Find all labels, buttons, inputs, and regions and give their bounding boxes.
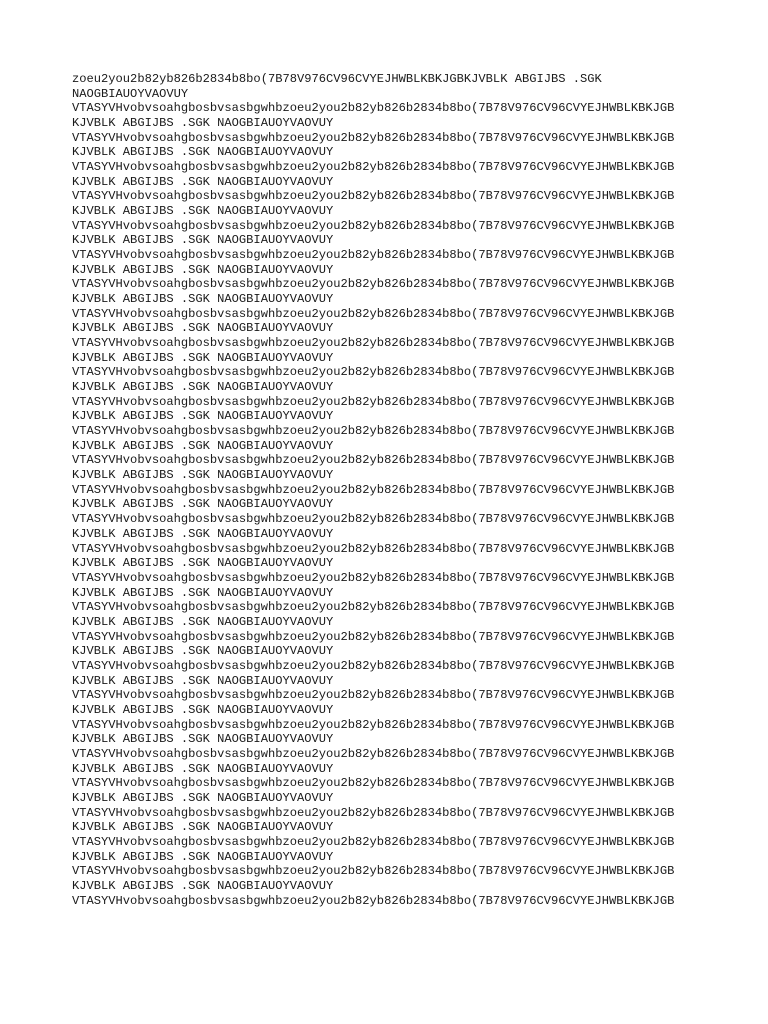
text-line: KJVBLK ABGIJBS .SGK NAOGBIAUOYVAOVUY	[72, 292, 334, 307]
text-line: KJVBLK ABGIJBS .SGK NAOGBIAUOYVAOVUY	[72, 145, 334, 160]
text-line: KJVBLK ABGIJBS .SGK NAOGBIAUOYVAOVUY	[72, 761, 334, 776]
text-line: VTASYVHvobvsoahgbosbvsasbgwhbzoeu2you2b82yb826b2834b8bo(7B78V976CV96CVYEJHWBLKBKJGB	[72, 629, 675, 644]
text-line: NAOGBIAUOYVAOVUY	[72, 86, 189, 101]
text-line: KJVBLK ABGIJBS .SGK NAOGBIAUOYVAOVUY	[72, 204, 334, 219]
text-line: KJVBLK ABGIJBS .SGK NAOGBIAUOYVAOVUY	[72, 321, 334, 336]
text-line: VTASYVHvobvsoahgbosbvsasbgwhbzoeu2you2b82yb826b2834b8bo(7B78V976CV96CVYEJHWBLKBKJGB	[72, 453, 675, 468]
text-line: KJVBLK ABGIJBS .SGK NAOGBIAUOYVAOVUY	[72, 614, 334, 629]
text-line: VTASYVHvobvsoahgbosbvsasbgwhbzoeu2you2b82yb826b2834b8bo(7B78V976CV96CVYEJHWBLKBKJGB	[72, 160, 675, 175]
text-line: KJVBLK ABGIJBS .SGK NAOGBIAUOYVAOVUY	[72, 732, 334, 747]
text-line: VTASYVHvobvsoahgbosbvsasbgwhbzoeu2you2b82yb826b2834b8bo(7B78V976CV96CVYEJHWBLKBKJGB	[72, 746, 675, 761]
text-line: VTASYVHvobvsoahgbosbvsasbgwhbzoeu2you2b82yb826b2834b8bo(7B78V976CV96CVYEJHWBLKBKJGB	[72, 277, 675, 292]
text-line: VTASYVHvobvsoahgbosbvsasbgwhbzoeu2you2b82yb826b2834b8bo(7B78V976CV96CVYEJHWBLKBKJGB	[72, 570, 675, 585]
text-line: KJVBLK ABGIJBS .SGK NAOGBIAUOYVAOVUY	[72, 116, 334, 131]
text-line: VTASYVHvobvsoahgbosbvsasbgwhbzoeu2you2b82yb826b2834b8bo(7B78V976CV96CVYEJHWBLKBKJGB	[72, 864, 675, 879]
text-line: VTASYVHvobvsoahgbosbvsasbgwhbzoeu2you2b82yb826b2834b8bo(7B78V976CV96CVYEJHWBLKBKJGB	[72, 482, 675, 497]
text-line: VTASYVHvobvsoahgbosbvsasbgwhbzoeu2you2b82yb826b2834b8bo(7B78V976CV96CVYEJHWBLKBKJGB	[72, 248, 675, 263]
text-line: zoeu2you2b82yb826b2834b8bo(7B78V976CV96CVYEJHWBLKBKJGBKJVBLK ABGIJBS .SGK	[72, 72, 602, 86]
text-line: KJVBLK ABGIJBS .SGK NAOGBIAUOYVAOVUY	[72, 174, 334, 189]
text-line: VTASYVHvobvsoahgbosbvsasbgwhbzoeu2you2b82yb826b2834b8bo(7B78V976CV96CVYEJHWBLKBKJGB	[72, 218, 675, 233]
text-line: VTASYVHvobvsoahgbosbvsasbgwhbzoeu2you2b82yb826b2834b8bo(7B78V976CV96CVYEJHWBLKBKJGB	[72, 306, 675, 321]
text-line: VTASYVHvobvsoahgbosbvsasbgwhbzoeu2you2b82yb826b2834b8bo(7B78V976CV96CVYEJHWBLKBKJGB	[72, 658, 675, 673]
text-line: VTASYVHvobvsoahgbosbvsasbgwhbzoeu2you2b82yb826b2834b8bo(7B78V976CV96CVYEJHWBLKBKJGB	[72, 394, 675, 409]
text-line: KJVBLK ABGIJBS .SGK NAOGBIAUOYVAOVUY	[72, 790, 334, 805]
text-line: KJVBLK ABGIJBS .SGK NAOGBIAUOYVAOVUY	[72, 438, 334, 453]
text-line: VTASYVHvobvsoahgbosbvsasbgwhbzoeu2you2b82yb826b2834b8bo(7B78V976CV96CVYEJHWBLKBKJGB	[72, 834, 675, 849]
text-line: VTASYVHvobvsoahgbosbvsasbgwhbzoeu2you2b82yb826b2834b8bo(7B78V976CV96CVYEJHWBLKBKJGB	[72, 130, 675, 145]
document-page	[72, 72, 712, 908]
text-line: KJVBLK ABGIJBS .SGK NAOGBIAUOYVAOVUY	[72, 350, 334, 365]
text-line: KJVBLK ABGIJBS .SGK NAOGBIAUOYVAOVUY	[72, 556, 334, 571]
text-line: VTASYVHvobvsoahgbosbvsasbgwhbzoeu2you2b82yb826b2834b8bo(7B78V976CV96CVYEJHWBLKBKJGB	[72, 424, 675, 439]
text-line: VTASYVHvobvsoahgbosbvsasbgwhbzoeu2you2b82yb826b2834b8bo(7B78V976CV96CVYEJHWBLKBKJGB	[72, 717, 675, 732]
text-line: VTASYVHvobvsoahgbosbvsasbgwhbzoeu2you2b82yb826b2834b8bo(7B78V976CV96CVYEJHWBLKBKJGB	[72, 805, 675, 820]
text-line: KJVBLK ABGIJBS .SGK NAOGBIAUOYVAOVUY	[72, 878, 334, 893]
text-line: VTASYVHvobvsoahgbosbvsasbgwhbzoeu2you2b82yb826b2834b8bo(7B78V976CV96CVYEJHWBLKBKJGB	[72, 688, 675, 703]
text-line: VTASYVHvobvsoahgbosbvsasbgwhbzoeu2you2b82yb826b2834b8bo(7B78V976CV96CVYEJHWBLKBKJGB	[72, 189, 675, 204]
text-line: VTASYVHvobvsoahgbosbvsasbgwhbzoeu2you2b82yb826b2834b8bo(7B78V976CV96CVYEJHWBLKBKJGB	[72, 512, 675, 527]
text-line: VTASYVHvobvsoahgbosbvsasbgwhbzoeu2you2b82yb826b2834b8bo(7B78V976CV96CVYEJHWBLKBKJGB	[72, 101, 675, 116]
text-line: KJVBLK ABGIJBS .SGK NAOGBIAUOYVAOVUY	[72, 702, 334, 717]
text-line: KJVBLK ABGIJBS .SGK NAOGBIAUOYVAOVUY	[72, 262, 334, 277]
text-line: VTASYVHvobvsoahgbosbvsasbgwhbzoeu2you2b82yb826b2834b8bo(7B78V976CV96CVYEJHWBLKBKJGB	[72, 336, 675, 351]
text-line: KJVBLK ABGIJBS .SGK NAOGBIAUOYVAOVUY	[72, 233, 334, 248]
text-line: KJVBLK ABGIJBS .SGK NAOGBIAUOYVAOVUY	[72, 820, 334, 835]
text-line: VTASYVHvobvsoahgbosbvsasbgwhbzoeu2you2b82yb826b2834b8bo(7B78V976CV96CVYEJHWBLKBKJGB	[72, 893, 675, 908]
text-line: VTASYVHvobvsoahgbosbvsasbgwhbzoeu2you2b82yb826b2834b8bo(7B78V976CV96CVYEJHWBLKBKJGB	[72, 365, 675, 380]
text-line: KJVBLK ABGIJBS .SGK NAOGBIAUOYVAOVUY	[72, 849, 334, 864]
text-line: KJVBLK ABGIJBS .SGK NAOGBIAUOYVAOVUY	[72, 409, 334, 424]
text-line: KJVBLK ABGIJBS .SGK NAOGBIAUOYVAOVUY	[72, 673, 334, 688]
text-line: VTASYVHvobvsoahgbosbvsasbgwhbzoeu2you2b82yb826b2834b8bo(7B78V976CV96CVYEJHWBLKBKJGB	[72, 541, 675, 556]
text-line: VTASYVHvobvsoahgbosbvsasbgwhbzoeu2you2b82yb826b2834b8bo(7B78V976CV96CVYEJHWBLKBKJGB	[72, 600, 675, 615]
text-line: KJVBLK ABGIJBS .SGK NAOGBIAUOYVAOVUY	[72, 468, 334, 483]
text-line: KJVBLK ABGIJBS .SGK NAOGBIAUOYVAOVUY	[72, 380, 334, 395]
text-line: KJVBLK ABGIJBS .SGK NAOGBIAUOYVAOVUY	[72, 497, 334, 512]
text-line: KJVBLK ABGIJBS .SGK NAOGBIAUOYVAOVUY	[72, 585, 334, 600]
text-line: KJVBLK ABGIJBS .SGK NAOGBIAUOYVAOVUY	[72, 644, 334, 659]
text-line: KJVBLK ABGIJBS .SGK NAOGBIAUOYVAOVUY	[72, 526, 334, 541]
text-line: VTASYVHvobvsoahgbosbvsasbgwhbzoeu2you2b82yb826b2834b8bo(7B78V976CV96CVYEJHWBLKBKJGB	[72, 776, 675, 791]
